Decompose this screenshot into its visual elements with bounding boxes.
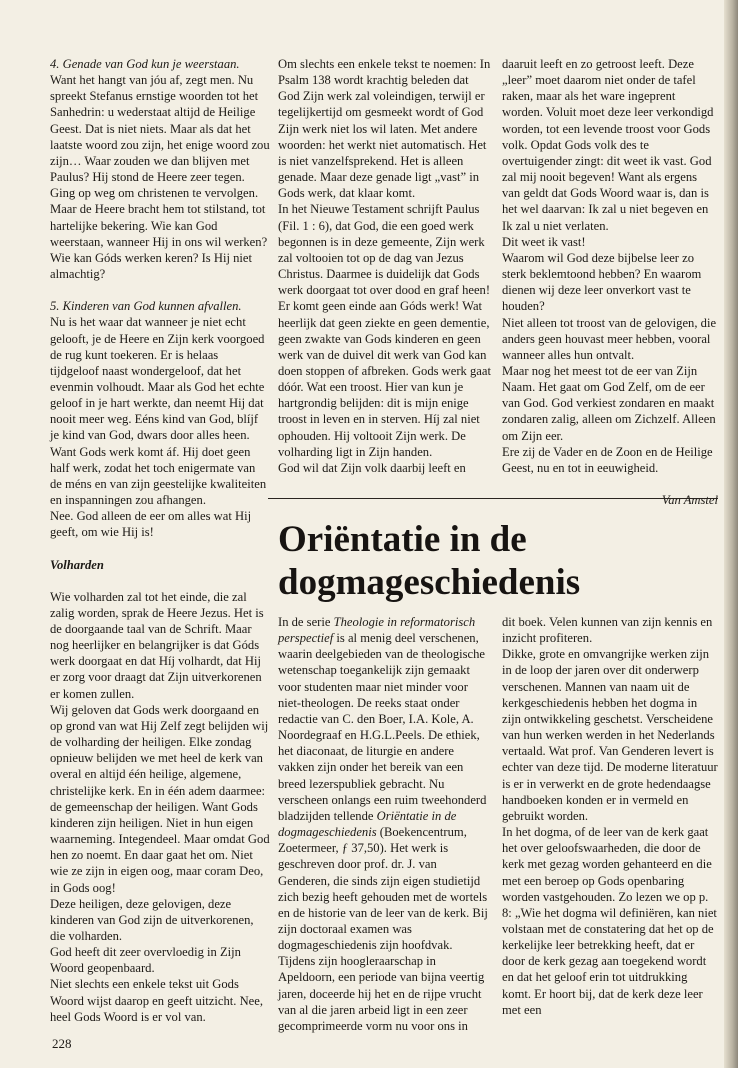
text: In de serie (278, 615, 334, 629)
paragraph: Niet alleen tot troost van de gelovigen, die anders geen houvast meer hebben, vooral wanneer alles hun ontvalt. (502, 315, 717, 362)
series-title: Theologie in reformatorisch perspectief (278, 615, 476, 646)
paragraph: In het Nieuwe Testament schrijft Paulus (Fil. 1 : 6), dat God, die een goed werk begonnen is in deze gemeente, Zijn werk zal voltooien tot op de dag van Jezus Christus. Daarmee is duidelijk dat Gods werk doorgaat tot over dood en graf heen! Er komt geen einde aan Góds werk! Wat heerlijk dat geen ziekte en geen dementie, geen zwakte van Gods kinderen en geen werk van de duivel dit werk van God kan doen stoppen of afbreken. Gods werk gaat dóór. Wat een troost. Hier van kun je hartgrondig belijden: dit is mijn enige troost in leven en in sterven. Híj zal niet ophouden. Hij voltooit Zijn werk. De volharding ligt in Zijn handen. (278, 202, 491, 459)
paragraph: Want het hangt van jóu af, zegt men. Nu spreekt Stefanus ernstige woorden tot het Sanhedrin: u wederstaat altijd de Heilige Geest. Dat is niet niets. Maar als dat het laatste woord zou zijn, het enige woord zou zijn… Waar zouden we dan blijven met Paulus? Hij stond de Heere zeer tegen. Ging op weg om christenen te vervolgen. Maar de Heere bracht hem tot stilstand, tot hartelijke bekering. Wie kan God weerstaan, wanneer Hij in ons wil werken? Wie kan Góds werken keren? Is Hij niet almachtig? (50, 73, 270, 282)
article-title: Oriëntatie in de dogmageschiedenis (278, 519, 581, 603)
paragraph: In het dogma, of de leer van de kerk gaat het over geloofswaarheden, die door de kerk met gezag worden gehanteerd en die met een beroep op Gods openbaring worden vastgehouden. Zo lezen we op p. 8: „Wie het dogma wil definiëren, kan niet volstaan met de constatering dat het op de kerkelijke leer betrekking heeft, dat er door de kerk gezag aan toegekend wordt en dat het geloof erin tot uitdrukking komt. Er hoort bij, dat de kerk deze leer met een (502, 825, 717, 1017)
article-column-3 (502, 56, 718, 508)
section-divider (268, 498, 718, 499)
paragraph: Nee. God alleen de eer om alles wat Hij geeft, om wie Hij is! (50, 509, 252, 540)
author-signature: Van Amstel (661, 493, 718, 508)
text: is al menig deel verschenen, waarin deelgebieden van de theologische wetenschap toegankelijk zijn gemaakt voor studenten maar niet minder voor niet-theologen. De reeks staat onder redactie van C. den Boer, I.A. Kole, A. Noordegraaf en H.G.L.Peels. De ethiek, het diaconaat, de liturgie en andere vakken zijn onder het bereik van een breed lezerspubliek gebracht. Nu verscheen onlangs een ruim tweehonderd bladzijden tellende (278, 631, 487, 823)
paragraph: Wij geloven dat Gods werk doorgaand en op grond van wat Hij Zelf zegt belijden wij de volharding der heiligen. Elke zondag opnieuw belijden we met heel de kerk van overal en altijd één heilige, algemene, christelijke kerk. En in één adem daarmee: de gemeenschap der heiligen. Want Gods kinderen zijn heiligen. Niet in hun eigen waarneming. Integendeel. Maar omdat God hen zo noemt. En daar gaat het om. Niet wie ze zijn in eigen oog, maar coram Deo, in Gods oog! (50, 702, 270, 895)
paragraph: Niet slechts een enkele tekst uit Gods Woord wijst daarop en geeft uitzicht. Nee, heel Gods Woord is er vol van. (50, 977, 264, 1024)
paragraph: Wie volharden zal tot het einde, die zal zalig worden, sprak de Heere Jezus. Het is de doorgaande taal van de Schrift. Maar nog heerlijker en belangrijker is dat Góds werk doorgaat en dat Híj volhardt, dat Hij er zorg voor draagt dat Zijn uitverkorenen er komen zullen. (50, 589, 264, 701)
page-edge (724, 0, 738, 1068)
paragraph: daaruit leeft en zo getroost leeft. Deze „leer” moet daarom niet onder de tafel raken, maar als het ware ingeprent worden. Voluit moet deze leer verkondigd worden, tot een levende troost voor Gods volk. Opdat Gods volk des te overtuigender zingt: dit weet ik vast. God zal mij nooit begeven! Want als ergens van geldt dat Gods Woord waar is, dan is het wel daarvan: Ik zal u niet begeven en Ik zal u niet verlaten. (502, 57, 714, 233)
paragraph: God heeft dit zeer overvloedig in Zijn Woord geopenbaard. (50, 945, 241, 976)
review-column-2 (502, 614, 718, 1018)
paragraph: Ere zij de Vader en de Zoon en de Heilige Geest, nu en tot in eeuwigheid. (502, 444, 713, 475)
paragraph: Dit weet ik vast! (502, 234, 586, 249)
paragraph: dit boek. Velen kunnen van zijn kennis en inzicht profiteren. (502, 615, 713, 646)
paragraph: God wil dat Zijn volk daarbij leeft en (278, 460, 466, 475)
book-title: Oriëntatie in de dogmageschiedenis (278, 808, 457, 840)
point-heading-5: 5. Kinderen van God kunnen afvallen. (50, 299, 242, 314)
paragraph: Om slechts een enkele tekst te noemen: In Psalm 138 wordt krachtig beleden dat God Zijn werk zal voleindigen, terwijl er tegelijkertijd om gesmeekt wordt of God Zijn werk niet los wil laten. Met andere woorden: het werkt niet automatisch. Het is niet vanzelfsprekend. Het is alleen genade. Maar deze genade ligt „vast” in Gods werk, dat klaar komt. (278, 57, 491, 201)
paragraph (278, 614, 491, 1034)
paragraph: Maar nog het meest tot de eer van Zijn Naam. Het gaat om God Zelf, om de eer van God. God verkiest zondaren en maakt zondaren zalig, alleen om Zichzelf. Alleen om Zijn eer. (502, 363, 716, 443)
paragraph: Waarom wil God deze bijbelse leer zo sterk beklemtoond hebben? En waarom dienen wij deze leer onverkort vast te houden? (502, 250, 702, 314)
article-column-2 (278, 56, 491, 476)
paragraph: Nu is het waar dat wanneer je niet echt gelooft, je de Heere en Zijn kerk voorgoed de rug kunt toekeren. Er is helaas tijdgeloof naast wondergeloof, dat het evenmin volhoudt. Maar als God het echte geloof in je hart werkte, dan neemt Hij dat nooit meer weg. Eéns kind van God, blíjf je kind van God, dwars door alles heen. Want Gods werk komt áf. Hij doet geen half werk, zodat het toch enigermate van de méns en van zijn geestelijke kwaliteiten en inspanningen zou afhangen. (50, 315, 267, 508)
paragraph: Deze heiligen, deze gelovigen, deze kinderen van God zijn de uitverkorenen, die volharden. (50, 896, 254, 943)
point-heading-4: 4. Genade van God kun je weerstaan. (50, 57, 240, 71)
article-column-1 (50, 56, 270, 1025)
paragraph: Dikke, grote en omvangrijke werken zijn in de loop der jaren over dit onderwerp verschenen. Mannen van naam uit de kerkgeschiedenis hebben het dogma in zijn ontwikkeling geschetst. Verscheidene van hun werken werden in het Nederlands vertaald. Wat prof. Van Genderen levert is echter van deze tijd. De moderne literatuur is er in verwerkt en de grote hedendaagse handboeken konden er in vermeld en gebruikt worden. (502, 647, 718, 823)
page-number: 228 (52, 1036, 72, 1051)
review-column-1 (278, 614, 491, 1034)
subheading-volharden: Volharden (50, 557, 104, 572)
text: (Boekencentrum, Zoetermeer, ƒ 37,50). Het werk is geschreven door prof. dr. J. van Genderen, die sinds zijn eigen studietijd zich bezig heeft gehouden met de wortels en de historie van de leer van de kerk. Bij zijn doctoraal examen was dogmageschiedenis zijn hoofdvak. Tijdens zijn hoogleraarschap in Apeldoorn, een periode van bijna veertig jaren, doceerde hij het en de rijpe vrucht van al die jaren arbeid ligt in een zeer gecomprimeerde vorm nu voor ons in (278, 825, 488, 1033)
